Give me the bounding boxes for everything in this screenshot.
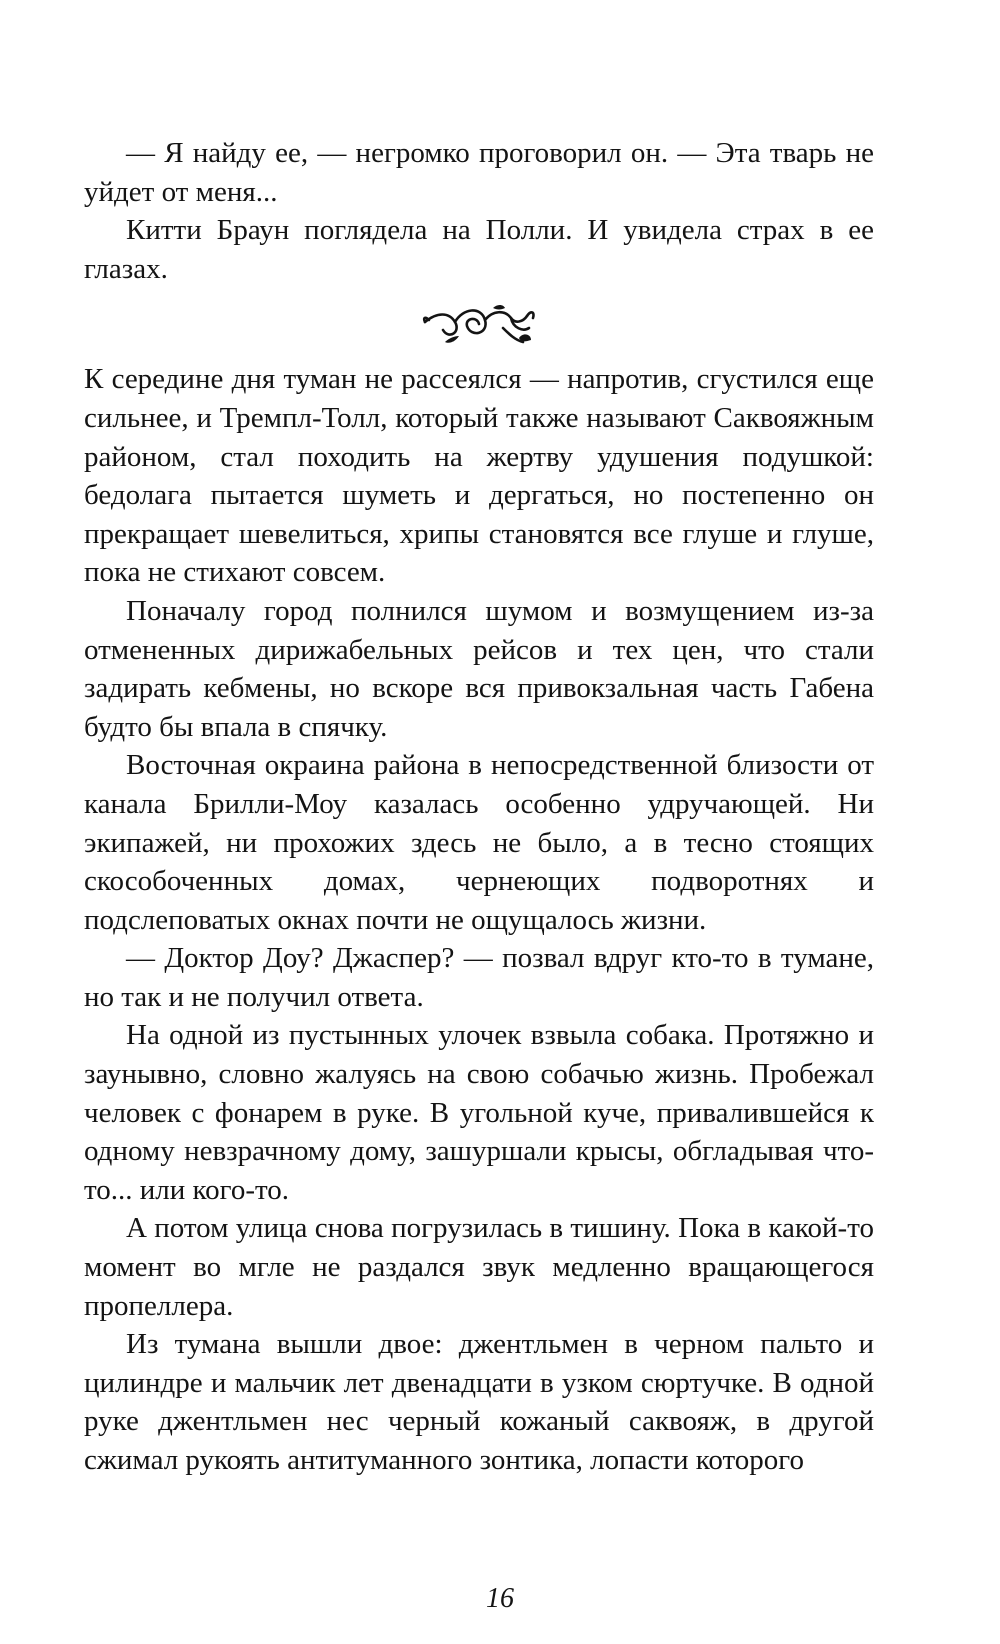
- paragraph-east-outskirts: Восточная окраина района в непосредственной близости от канала Брилли-Моу казалась особенно удручающей. Ни экипажей, ни прохожих здесь не было, а в тесно стоящих скособоченных домах, чернеющих подворотнях и подслеповатых окнах почти не ощущалось жизни.: [84, 749, 874, 936]
- paragraph-call: — Доктор Доу? Джаспер? — позвал вдруг кто-то в тумане, но так и не получил ответа.: [84, 942, 874, 1013]
- paragraph-kitty: Китти Браун поглядела на Полли. И увидела страх в ее глазах.: [84, 214, 874, 285]
- paragraph-fog: К середине дня туман не рассеялся — напротив, сгустился еще сильнее, и Тремпл-Толл, который также называют Саквояжным районом, стал походить на жертву удушения подушкой: бедолага пытается шуметь и дергаться, но постепенно он прекращает шевелиться, хрипы становятся все глуше и глуше, пока не стихают совсем.: [84, 363, 874, 589]
- page-body: [84, 134, 874, 1480]
- paragraph-silence: А потом улица снова погрузилась в тишину. Пока в какой-то момент во мгле не раздался звук медленно вращающегося пропеллера.: [84, 1212, 874, 1322]
- paragraph-street: На одной из пустынных улочек взвыла собака. Протяжно и заунывно, словно жалуясь на свою собачью жизнь. Пробежал человек с фонарем в руке. В угольной куче, привалившейся к одному невзрачному дому, зашуршали крысы, обгладывая что-то... или кого-то.: [84, 1019, 874, 1206]
- paragraph-dialogue: — Я найду ее, — негромко проговорил он. — Эта тварь не уйдет от меня...: [84, 137, 874, 208]
- paragraph-two-figures: Из тумана вышли двое: джентльмен в черном пальто и цилиндре и мальчик лет двенадцати в узком сюртучке. В одной руке джентльмен нес черный кожаный саквояж, в другой сжимал рукоять антитуманного зонтика, лопасти которого: [84, 1328, 874, 1476]
- page-number: 16: [486, 1583, 514, 1614]
- vine-flourish-ornament-icon: [419, 298, 539, 348]
- paragraph-city: Поначалу город полнился шумом и возмущением из-за отмененных дирижабельных рейсов и тех цен, что стали задирать кебмены, но вскоре вся привокзальная часть Габена будто бы впала в спячку.: [84, 594, 874, 743]
